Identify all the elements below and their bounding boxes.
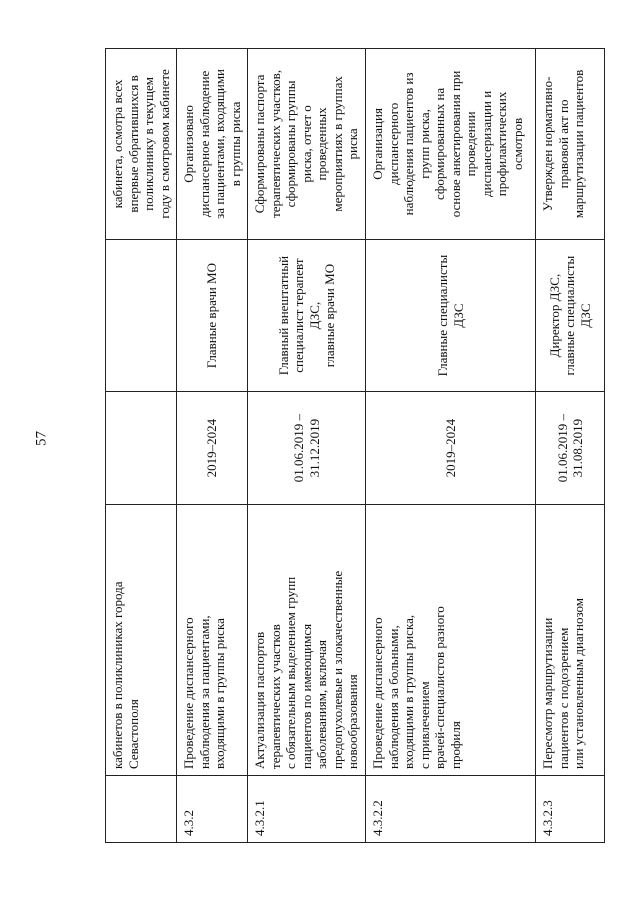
table-row xyxy=(248,49,366,843)
cell-date: 01.06.2019 – 31.12.2019 xyxy=(248,392,366,504)
cell-name: Пересмотр маршрутизации пациентов с подозрением или установленным диагнозом xyxy=(536,504,605,775)
cell-result: Утвержден нормативно- правовой акт по маршрутизации пациентов xyxy=(536,49,605,240)
cell-result: Сформированы паспорта терапевтических участков, сформированы группы риска, отчет о проведенных мероприятиях в группах риска xyxy=(248,49,366,240)
cell-responsible xyxy=(106,239,177,392)
page-number: 57 xyxy=(33,431,50,446)
table-row xyxy=(536,49,605,843)
cell-date: 01.06.2019 – 31.08.2019 xyxy=(536,392,605,504)
table-row xyxy=(366,49,536,843)
plan-table xyxy=(105,48,605,843)
cell-name: Проведение диспансерного наблюдения за больными, входящими в группы риска, с привлечением врачей-специалистов разного профиля xyxy=(366,504,536,775)
cell-result: Организация диспансерного наблюдения пациентов из групп риска, сформированных на основе анкетирования при проведении диспансеризации и профилактических осмотров xyxy=(366,49,536,240)
cell-num: 4.3.2.1 xyxy=(248,775,366,842)
cell-num: 4.3.2.3 xyxy=(536,775,605,842)
cell-date xyxy=(106,392,177,504)
rotated-table-area xyxy=(105,48,631,836)
cell-responsible: Главный внештатный специалист терапевт ДЗС, главные врачи МО xyxy=(248,239,366,392)
cell-date: 2019–2024 xyxy=(177,392,248,504)
cell-name: Актуализация паспортов терапевтических участков с обязательным выделением групп пациентов по имеющимся заболеваниям, включая предопухолевые и злокачественные новообразования xyxy=(248,504,366,775)
cell-num xyxy=(106,775,177,842)
table-row xyxy=(177,49,248,843)
cell-responsible: Директор ДЗС, главные специалисты ДЗС xyxy=(536,239,605,392)
rotated-table-wrapper xyxy=(105,48,593,843)
cell-name: кабинетов в поликлиниках города Севастополя xyxy=(106,504,177,775)
cell-responsible: Главные врачи МО xyxy=(177,239,248,392)
cell-result: Организовано диспансерное наблюдение за пациентами, входящими в группы риска xyxy=(177,49,248,240)
cell-result: кабинета, осмотра всех впервые обратившихся в поликлинику в текущем году в смотровом кабинете xyxy=(106,49,177,240)
cell-responsible: Главные специалисты ДЗС xyxy=(366,239,536,392)
cell-num: 4.3.2 xyxy=(177,775,248,842)
cell-name: Проведение диспансерного наблюдения за пациентами, входящими в группы риска xyxy=(177,504,248,775)
cell-num: 4.3.2.2 xyxy=(366,775,536,842)
table-row xyxy=(106,49,177,843)
cell-date: 2019–2024 xyxy=(366,392,536,504)
